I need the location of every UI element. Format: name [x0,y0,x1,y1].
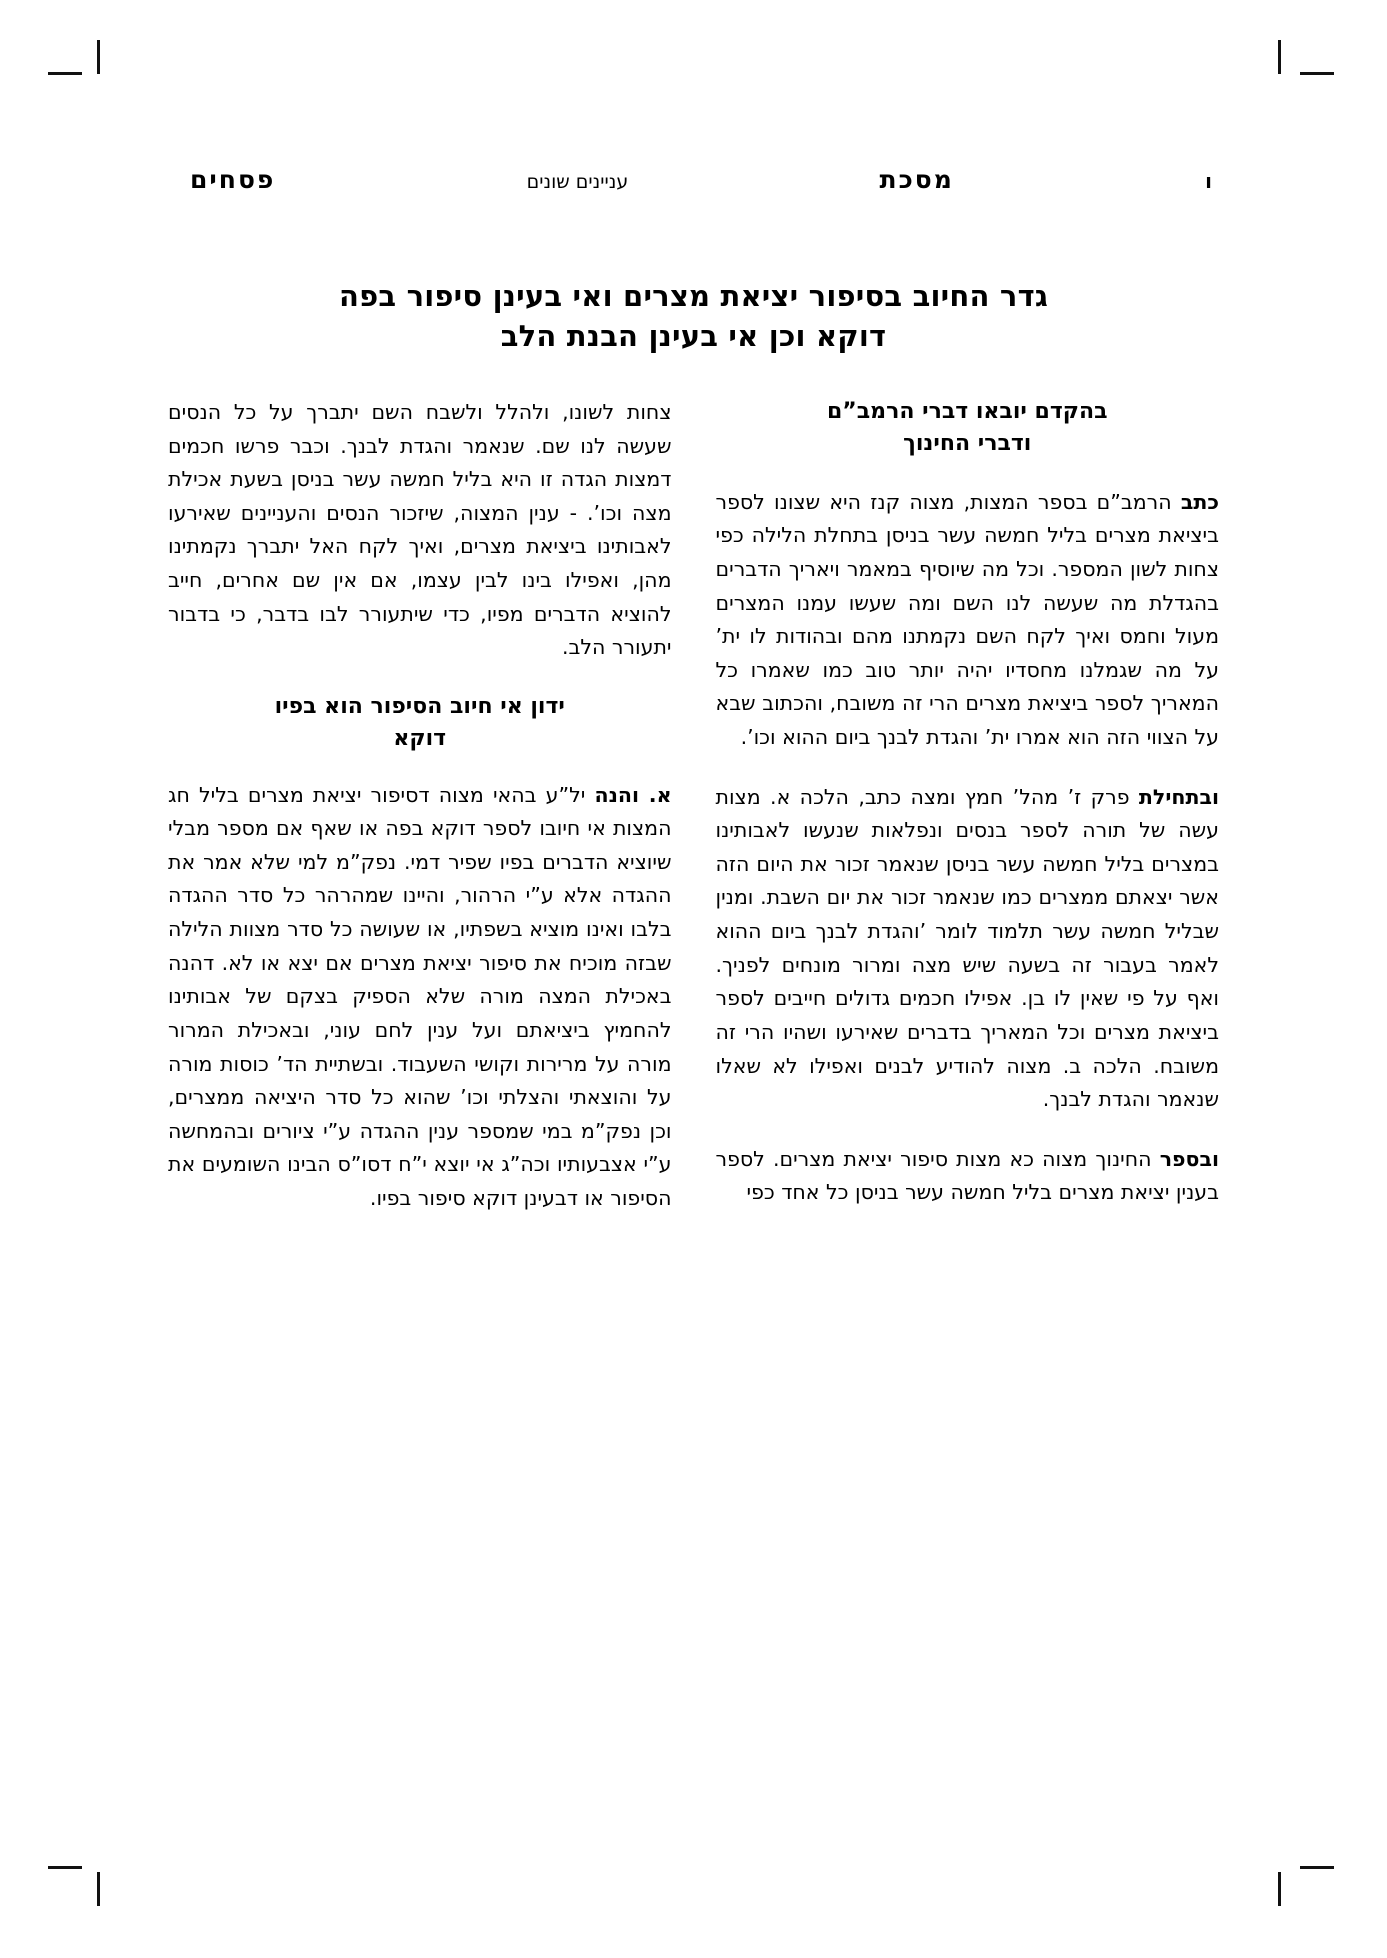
page-title-line-2: דוקא וכן אי בעינן הבנת הלב [500,318,887,353]
section-heading-sipur-bepiv-line-2: דוקא [393,725,447,751]
section-heading-sipur-bepiv-line-1: ידון אי חיוב הסיפור הוא בפיו [274,693,565,719]
paragraph-chinuch-continuation [168,396,672,665]
paragraph-lead-vehineh: א. והנה [594,782,672,807]
crop-mark-bottom-left-vertical [97,1872,100,1906]
body-columns [168,396,1219,1826]
crop-mark-bottom-right-vertical [1278,1872,1281,1906]
section-heading-rambam-line-2: ודברי החינוך [903,430,1032,456]
paragraph-rambam-hilchot-chametz [716,781,1220,1117]
running-head-tractate-word: מסכת [879,165,954,194]
running-head-subject: עניינים שונים [526,171,629,193]
paragraph-body-uvsefer: החינוך מצוה כא מצות סיפור יציאת מצרים. לספר בענין יציאת מצרים בליל חמשה עשר בניסן כל אחד כפי [715,1146,1219,1205]
folio-number: ו [1205,169,1212,193]
paragraph-vehineh-analysis [168,779,672,1216]
paragraph-lead-katav: כתב [1180,489,1219,514]
section-heading-rambam [716,396,1220,460]
paragraph-body-chinuch-continuation: צחות לשונו, ולהלל ולשבח השם יתברך על כל הנסים שעשה לנו שם. שנאמר והגדת לבנך. וכבר פרשו חכמים דמצות הגדה זו היא בליל חמשה עשר בניסן בשעת אכילת מצה וכו’. - ענין המצוה, שיזכור הנסים והעניינים שאירעו לאבותינו ביציאת מצרים, ואיך לקח האל יתברך נקמתינו מהן, ואפילו בינו לבין עצמו, אם אין שם אחרים, חייב להוציא הדברים מפיו, כדי שיתעורר לבו בדבר, כי בדבור יתעורר הלב. [168,400,672,660]
crop-mark-bottom-left-horizontal [48,1866,82,1869]
column-right [716,396,1220,1826]
column-left [168,396,672,1826]
crop-mark-bottom-right-horizontal [1300,1866,1334,1869]
paragraph-body-katav: הרמב”ם בספר המצות, מצוה קנז היא שצונו לספר ביציאת מצרים בליל חמשה עשר בניסן בתחלת הלילה כפי צחות לשון המספר. וכל מה שיוסיף במאמר ויאריך הדברים בהגדלת מה שעשה לנו השם ומה שעשו עמנו המצרים מעול וחמס ואיך לקח השם נקמתנו מהם ובהודות לו ית’ על מה שגמלנו מחסדיו יהיה יותר טוב כמו שאמרו כל המאריך לספר ביציאת מצרים הרי זה משובח, והכתוב שבא על הצווי הזה הוא אמרו ית’ והגדת לבנך ביום ההוא וכו’. [715,489,1219,750]
running-head-tractate-name: פסחים [190,165,276,194]
running-head [190,165,1212,199]
section-heading-sipur-bepiv [168,691,672,755]
paragraph-body-vehineh: יל”ע בהאי מצוה דסיפור יציאת מצרים בליל חג המצות אי חיובו לספר דוקא בפה או שאף אם מספר מבלי שיוציא הדברים בפיו שפיר דמי. נפק”מ למי שלא אמר את ההגדה אלא ע”י הרהור, והיינו שמהרהר כל סדר ההגדה בלבו ואינו מוציא בשפתיו, או שעושה כל סדר מצוות הלילה שבזה מוכיח את סיפור יציאת מצרים אם יצא או לא. דהנה באכילת המצה מורה שלא הספיק בצקם של אבותינו להחמיץ ביציאתם ועל ענין לחם עוני, ובאכילת המרור מורה על מרירות וקושי השעבוד. ובשתיית הד’ כוסות מורה על והוצאתי והצלתי וכו’ שהוא כל סדר היציאה ממצרים, וכן נפק”מ במי שמספר ענין ההגדה ע”י ציורים ובהמחשה ע”י אצבעותיו וכה”ג אי יוצא י”ח דסו”ס הבינו השומעים את הסיפור או דבעינן דוקא סיפור בפיו. [168,782,672,1210]
paragraph-body-uvitchilat: פרק ז’ מהל’ חמץ ומצה כתב, הלכה א. מצות עשה של תורה לספר בנסים ונפלאות שנעשו לאבותינו במצרים בליל חמשה עשר בניסן שנאמר זכור את היום הזה אשר יצאתם ממצרים כמו שנאמר זכור את יום השבת. ומנין שבליל חמשה עשר תלמוד לומר ’והגדת לבנך ביום ההוא לאמר בעבור זה בשעה שיש מצה ומרור מונחים לפניך. ואף על פי שאין לו בן. אפילו חכמים גדולים חייבים לספר ביציאת מצרים וכל המאריך בדברים שאירעו ושהיו הרי זה משובח. הלכה ב. מצוה להודיע לבנים ואפילו לא שאלו שנאמר והגדת לבנך. [715,784,1219,1112]
crop-mark-top-left-vertical [97,40,100,74]
crop-mark-top-right-vertical [1278,40,1281,74]
page-title-line-1: גדר החיוב בסיפור יציאת מצרים ואי בעינן סיפור בפה [339,279,1048,314]
paragraph-lead-uvitchilat: ובתחילת [1138,784,1219,809]
paragraph-lead-uvsefer: ובספר [1159,1146,1219,1171]
page-title [165,277,1222,356]
paragraph-sefer-hachinuch [716,1143,1220,1210]
paragraph-rambam-sefer-hamitzvot [716,486,1220,755]
crop-mark-top-left-horizontal [48,72,82,75]
crop-mark-top-right-horizontal [1300,72,1334,75]
section-heading-rambam-line-1: בהקדם יובאו דברי הרמב”ם [826,399,1108,424]
